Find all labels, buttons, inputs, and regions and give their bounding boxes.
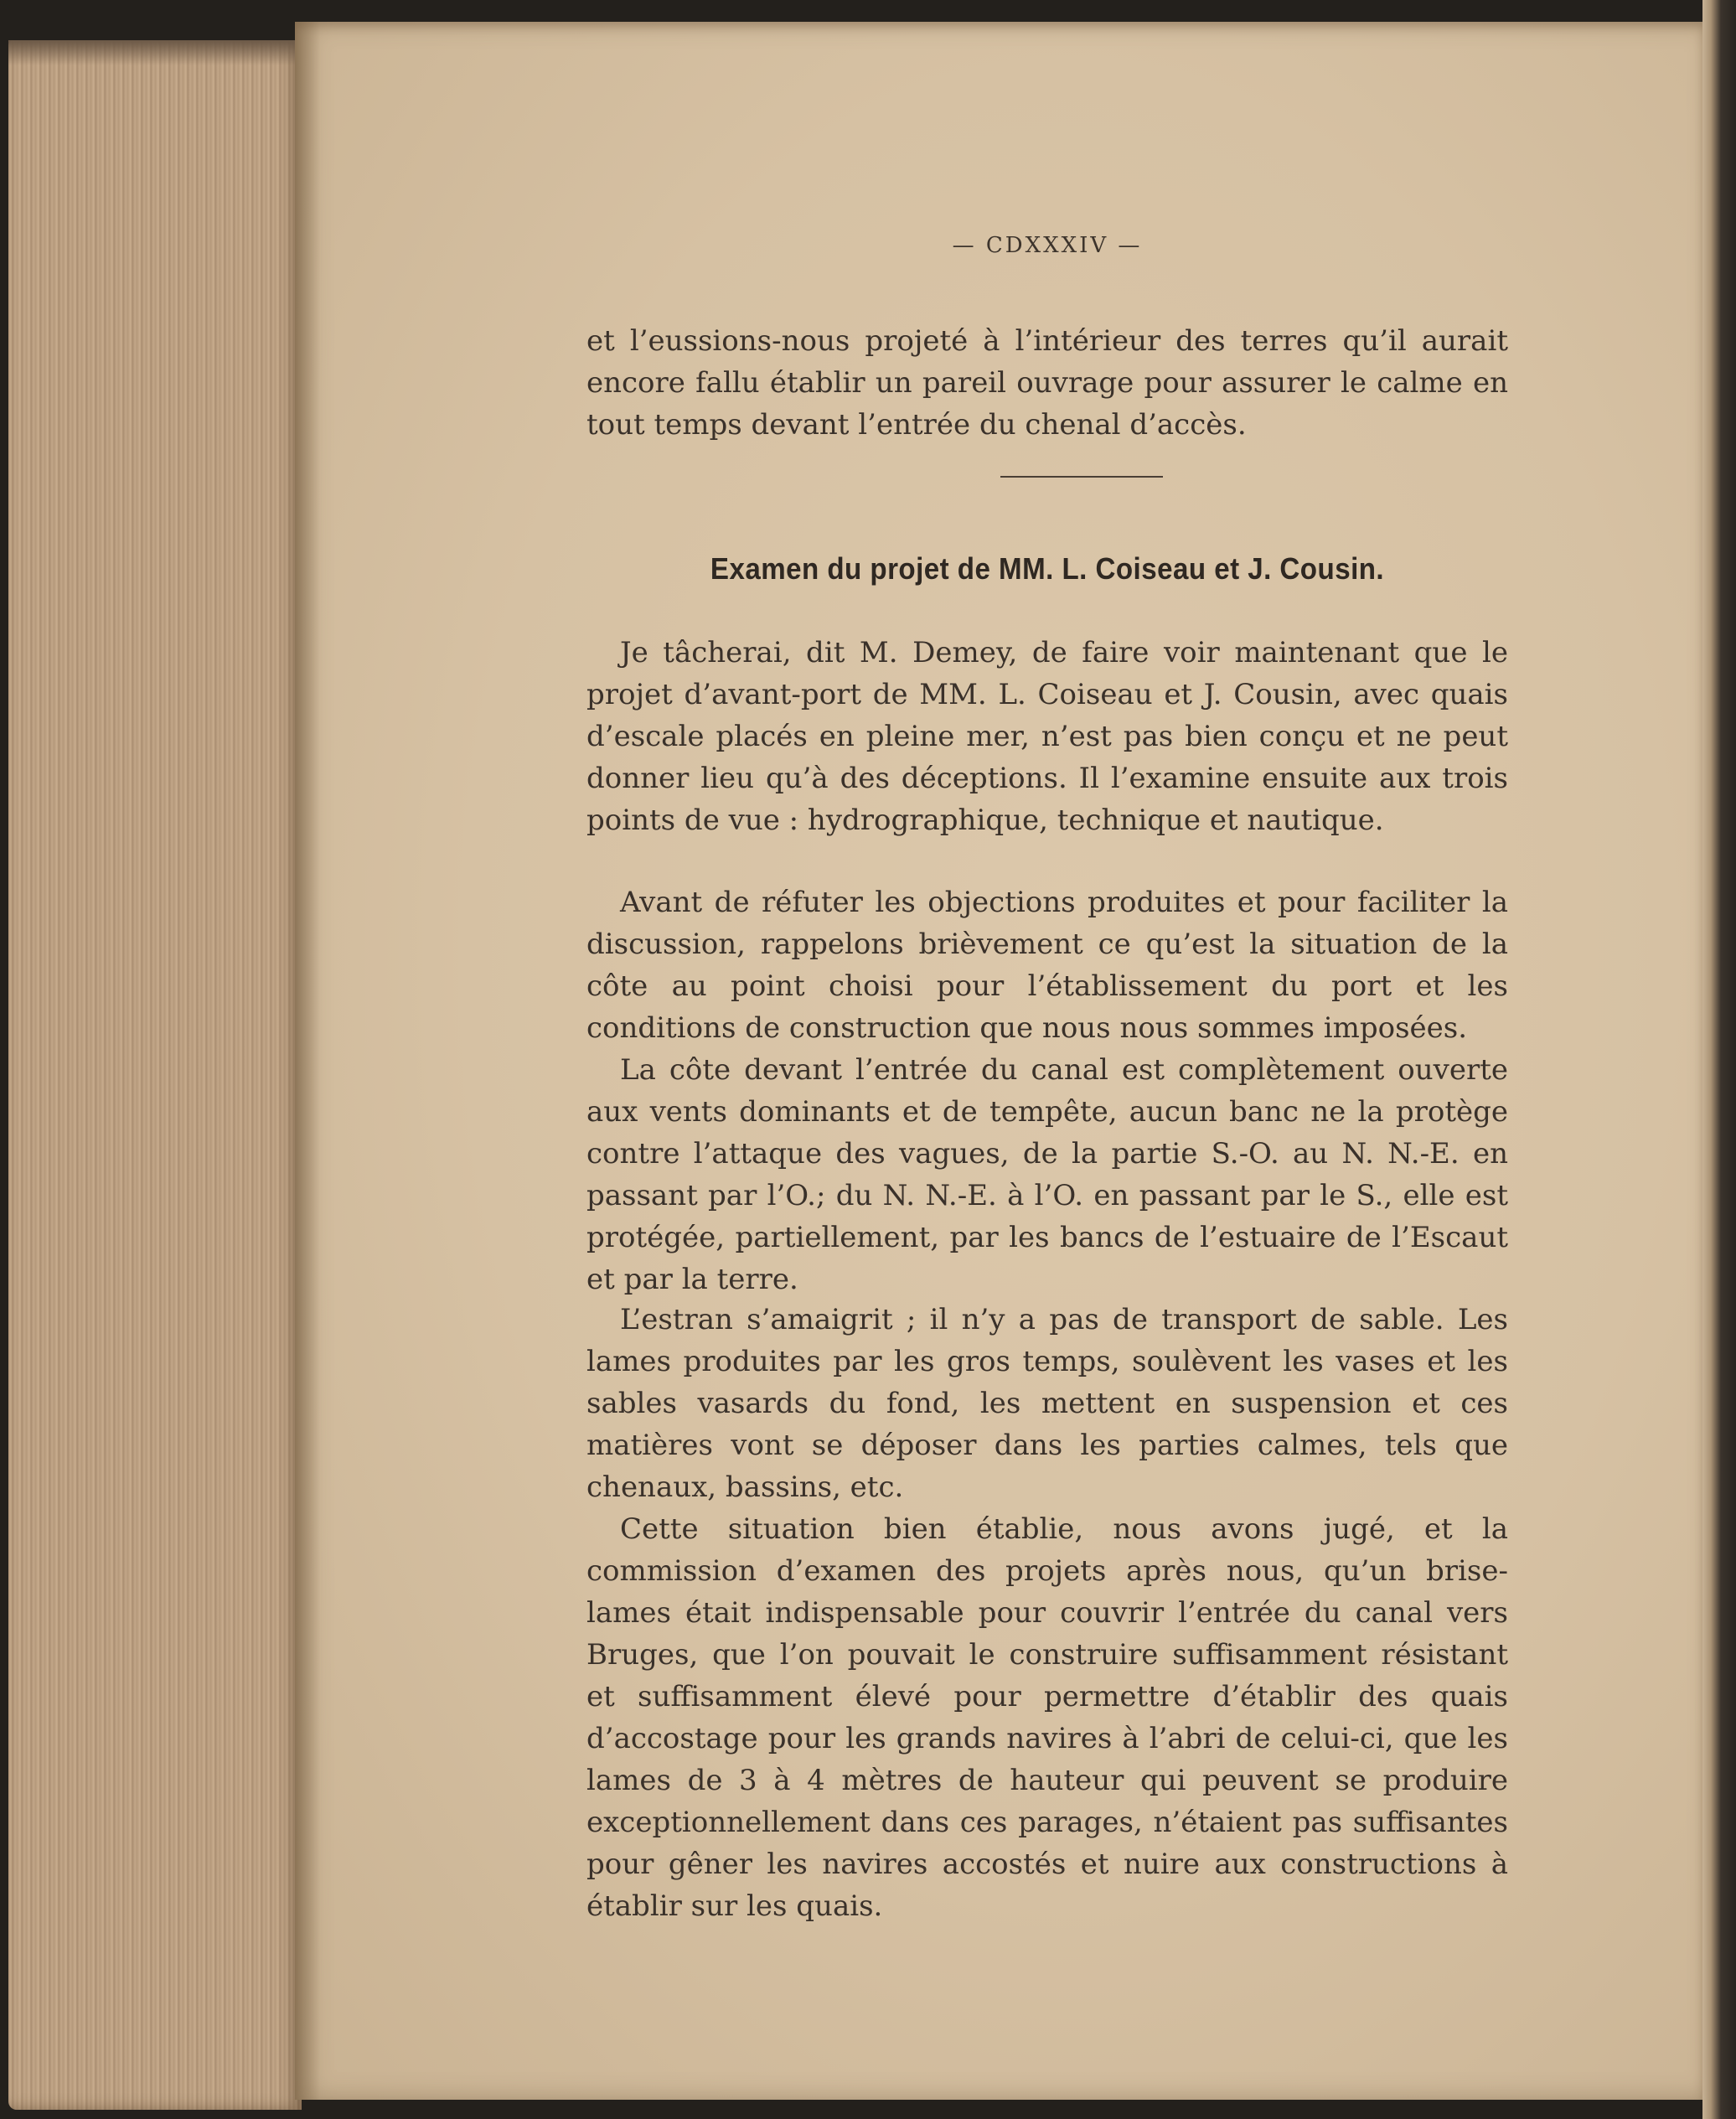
running-head: — CDXXXIV —	[952, 233, 1143, 258]
book-page	[295, 22, 1702, 2100]
paragraph-2: Avant de réfuter les objections produites et pour faciliter la discussion, rappelons brièvement ce qu’est la situation de la côte au point choisi pour l’établissement du port et les conditions de construction que nous nous sommes imposées.	[586, 886, 1508, 1045]
binding-edge	[1702, 0, 1736, 2119]
section-divider	[1000, 476, 1163, 478]
section-heading: Examen du projet de MM. L. Coiseau et J. Cousin.	[710, 551, 1385, 586]
paragraph-4: L’estran s’amaigrit ; il n’y a pas de transport de sable. Les lames produites par les gros temps, soulèvent les vases et les sables vasards du fond, les mettent en suspension et ces matières vont se déposer dans les parties calmes, tels que chenaux, bassins, etc.	[586, 1303, 1508, 1504]
continued-paragraph: et l’eussions-nous projeté à l’intérieur des terres qu’il aurait encore fallu établir un pareil ouvrage pour assurer le calme en tout temps devant l’entrée du chenal d’accès.	[586, 324, 1508, 442]
paragraph-5: Cette situation bien établie, nous avons jugé, et la commission d’examen des projets après nous, qu’un brise-lames était indispensable pour couvrir l’entrée du canal vers Bruges, que l’on pouvait le construire suffisamment résistant et suffisamment élevé pour permettre d’établir des quais d’accostage pour les grands navires à l’abri de celui-ci, que les lames de 3 à 4 mètres de hauteur qui peuvent se produire exceptionnellement dans ces parages, n’étaient pas suffisantes pour gêner les navires accostés et nuire aux constructions à établir sur les quais.	[586, 1512, 1508, 1923]
paragraph-1: Je tâcherai, dit M. Demey, de faire voir maintenant que le projet d’avant-port de MM. L. Coiseau et J. Cousin, avec quais d’escale placés en pleine mer, n’est pas bien conçu et ne peut donner lieu qu’à des déceptions. Il l’examine ensuite aux trois points de vue : hydrographique, technique et nautique.	[586, 636, 1508, 837]
page-edges	[8, 40, 302, 2110]
paragraph-3: La côte devant l’entrée du canal est complètement ouverte aux vents dominants et de tempête, aucun banc ne la protège contre l’attaque des vagues, de la partie S.-O. au N. N.-E. en passant par l’O.; du N. N.-E. à l’O. en passant par le S., elle est protégée, partiellement, par les bancs de l’estuaire de l’Escaut et par la terre.	[586, 1053, 1508, 1296]
